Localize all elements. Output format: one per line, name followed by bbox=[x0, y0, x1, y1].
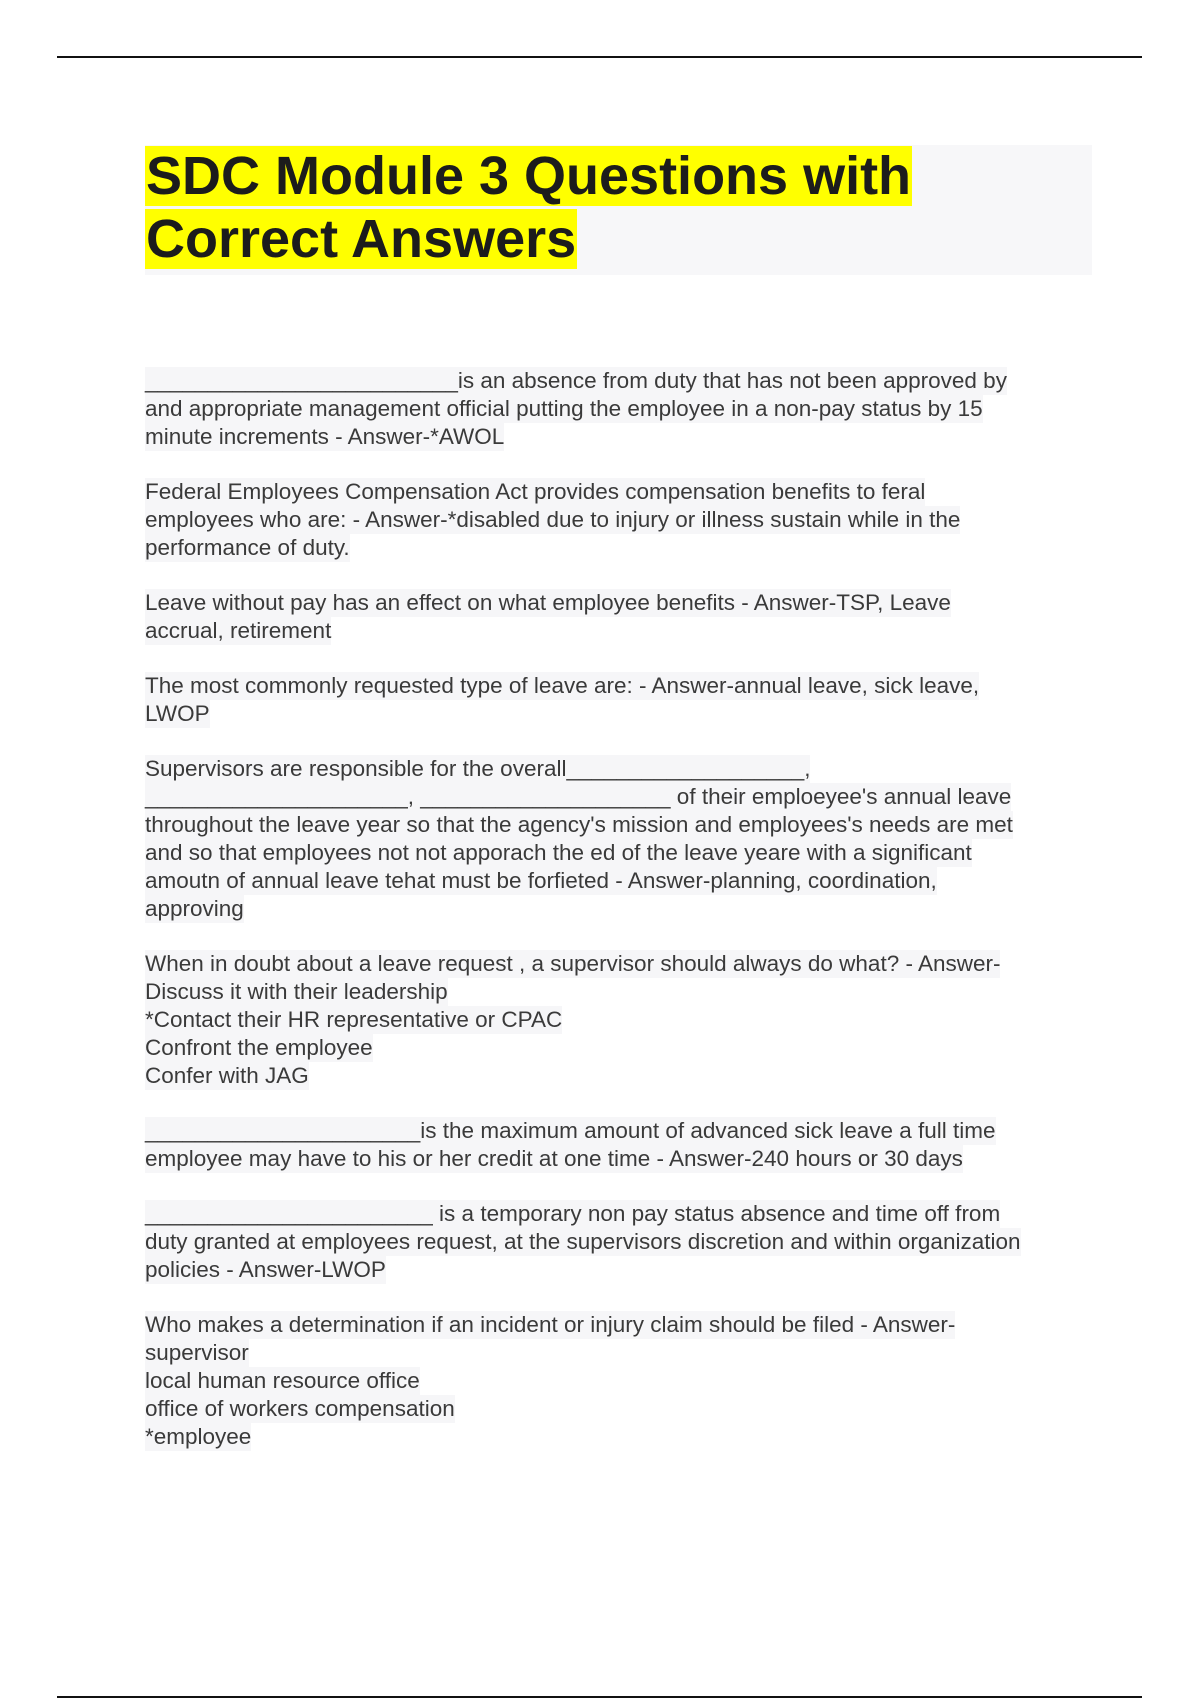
qa-item bbox=[145, 589, 1095, 645]
top-divider bbox=[57, 56, 1142, 58]
qa-text-line: Discuss it with their leadership bbox=[145, 979, 448, 1004]
qa-text-line: When in doubt about a leave request , a supervisor should always do what? - Answer- bbox=[145, 951, 1001, 976]
title-line-1: SDC Module 3 Questions with bbox=[146, 146, 912, 206]
qa-text-line: local human resource office bbox=[145, 1368, 420, 1393]
qa-text-line: employees who are: - Answer-*disabled due to injury or illness sustain while in the bbox=[145, 507, 961, 532]
qa-text-line: ______________________is the maximum amount of advanced sick leave a full time bbox=[145, 1118, 996, 1143]
qa-item bbox=[145, 1200, 1095, 1284]
qa-text-line: and appropriate management official putting the employee in a non-pay status by 15 bbox=[145, 396, 983, 421]
qa-text-line: Confer with JAG bbox=[145, 1063, 309, 1088]
qa-text-line: minute increments - Answer-*AWOL bbox=[145, 424, 505, 449]
qa-text-line: accrual, retirement bbox=[145, 618, 332, 643]
qa-text-line: *employee bbox=[145, 1424, 252, 1449]
qa-text-line: _____________________, ____________________ of their emploeyee's annual leave bbox=[145, 784, 1012, 809]
qa-text-line: _________________________is an absence from duty that has not been approved by bbox=[145, 368, 1007, 393]
qa-text-line: amoutn of annual leave tehat must be forfieted - Answer-planning, coordination, bbox=[145, 868, 937, 893]
qa-text-line: Who makes a determination if an incident or injury claim should be filed - Answer- bbox=[145, 1312, 956, 1337]
bottom-divider bbox=[57, 1696, 1142, 1698]
qa-text-line: Leave without pay has an effect on what employee benefits - Answer-TSP, Leave bbox=[145, 590, 951, 615]
qa-text-line: LWOP bbox=[145, 701, 210, 726]
qa-item bbox=[145, 755, 1095, 923]
qa-item bbox=[145, 367, 1095, 451]
qa-text-line: policies - Answer-LWOP bbox=[145, 1257, 386, 1282]
qa-text-line: *Contact their HR representative or CPAC bbox=[145, 1007, 563, 1032]
qa-item bbox=[145, 950, 1095, 1090]
qa-item bbox=[145, 478, 1095, 562]
title-line-2: Correct Answers bbox=[146, 209, 577, 269]
qa-text-line: _______________________ is a temporary non pay status absence and time off from bbox=[145, 1201, 1001, 1226]
qa-text-line: throughout the leave year so that the agency's mission and employees's needs are met bbox=[145, 812, 1013, 837]
qa-text-line: supervisor bbox=[145, 1340, 249, 1365]
qa-text-line: office of workers compensation bbox=[145, 1396, 455, 1421]
document-title bbox=[145, 145, 1092, 271]
qa-text-line: employee may have to his or her credit at one time - Answer-240 hours or 30 days bbox=[145, 1146, 963, 1171]
qa-text-line: Federal Employees Compensation Act provides compensation benefits to feral bbox=[145, 479, 926, 504]
qa-text-line: performance of duty. bbox=[145, 535, 350, 560]
qa-item bbox=[145, 672, 1095, 728]
qa-text-line: The most commonly requested type of leave are: - Answer-annual leave, sick leave, bbox=[145, 673, 980, 698]
title-block bbox=[145, 145, 1092, 275]
qa-text-line: duty granted at employees request, at the supervisors discretion and within organization bbox=[145, 1229, 1021, 1254]
qa-text-line: Confront the employee bbox=[145, 1035, 373, 1060]
question-answer-list bbox=[145, 367, 1095, 1478]
qa-item bbox=[145, 1311, 1095, 1451]
qa-item bbox=[145, 1117, 1095, 1173]
qa-text-line: and so that employees not not apporach the ed of the leave yeare with a significant bbox=[145, 840, 972, 865]
qa-text-line: Supervisors are responsible for the overall___________________, bbox=[145, 756, 811, 781]
qa-text-line: approving bbox=[145, 896, 244, 921]
